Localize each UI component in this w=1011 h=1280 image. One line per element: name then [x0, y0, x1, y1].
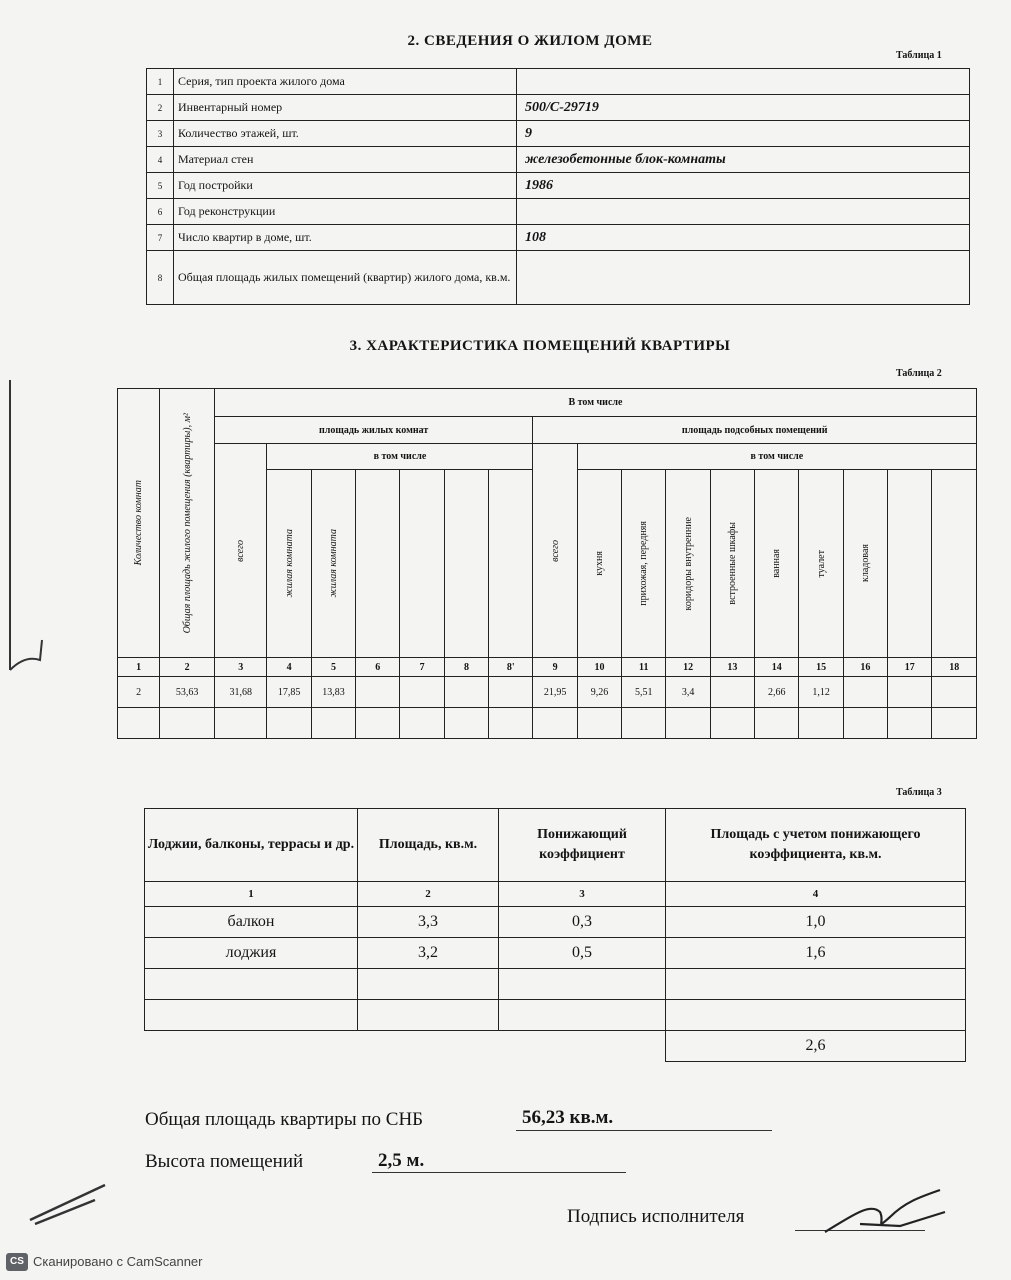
- row-value: 1986: [517, 173, 970, 199]
- aux-area-header: площадь подсобных помещений: [533, 417, 977, 444]
- column-number: 2: [358, 882, 499, 907]
- height-label: Высота помещений: [145, 1151, 304, 1172]
- row-number: 7: [147, 225, 174, 251]
- col-total-area-header: Общая площадь жилого помещения (квартиры), м²: [181, 412, 193, 634]
- table-cell: [311, 708, 355, 739]
- column-number: 13: [710, 658, 754, 677]
- table-row: [145, 938, 966, 969]
- row-number: 3: [147, 121, 174, 147]
- row-value: 9: [517, 121, 970, 147]
- table-cell: [799, 708, 843, 739]
- table-cell: [358, 1000, 499, 1031]
- row-value: [517, 69, 970, 95]
- row-label: Число квартир в доме, шт.: [174, 225, 517, 251]
- table-cell: [400, 708, 444, 739]
- table-cell: 13,83: [311, 677, 355, 708]
- column-number: 8: [444, 658, 488, 677]
- total-reduced-area: 2,6: [666, 1031, 966, 1062]
- table-cell: 1,0: [666, 907, 966, 938]
- table-cell: [489, 708, 533, 739]
- height-value: 2,5 м.: [378, 1150, 425, 1171]
- column-number: 3: [214, 658, 267, 677]
- table-cell: [932, 677, 977, 708]
- column-number: 2: [160, 658, 215, 677]
- section-3-title: 3. ХАРАКТЕРИСТИКА ПОМЕЩЕНИЙ КВАРТИРЫ: [349, 338, 731, 354]
- table-cell: 1,6: [666, 938, 966, 969]
- table-cell: [755, 708, 799, 739]
- table-row: [147, 95, 970, 121]
- table-row: [147, 147, 970, 173]
- row-label: Материал стен: [174, 147, 517, 173]
- table-cell: [358, 969, 499, 1000]
- table-cell: [843, 708, 887, 739]
- living-room-1-header: жилая комната: [283, 529, 295, 598]
- column-number: 14: [755, 658, 799, 677]
- margin-marks: [0, 370, 70, 690]
- col-rooms-header: Количество комнат: [133, 480, 145, 566]
- column-number: 1: [145, 882, 358, 907]
- total-area-value: 56,23 кв.м.: [522, 1107, 614, 1128]
- table-row: [145, 1000, 966, 1031]
- column-number: 4: [666, 882, 966, 907]
- row-value: [517, 199, 970, 225]
- table-cell: [118, 708, 160, 739]
- table-row: [147, 199, 970, 225]
- table-1-label: Таблица 1: [896, 50, 942, 61]
- living-area-header: площадь жилых комнат: [214, 417, 533, 444]
- table-cell: [533, 708, 577, 739]
- column-number: 4: [267, 658, 311, 677]
- storage-header: кладовая: [859, 544, 871, 583]
- column-number: 18: [932, 658, 977, 677]
- table-cell: [666, 708, 710, 739]
- table-cell: [499, 1000, 666, 1031]
- table-cell: [843, 677, 887, 708]
- row-label: Количество этажей, шт.: [174, 121, 517, 147]
- table-3-label: Таблица 3: [896, 787, 942, 798]
- table-cell: [145, 1000, 358, 1031]
- total-area-label: Общая площадь квартиры по СНБ: [145, 1109, 424, 1130]
- table-cell: 0,5: [499, 938, 666, 969]
- table-cell: балкон: [145, 907, 358, 938]
- column-number: 3: [499, 882, 666, 907]
- in-total-header: В том числе: [214, 389, 976, 417]
- column-number: 8': [489, 658, 533, 677]
- col-reduced-area-header: Площадь с учетом понижающего коэффициента, кв.м.: [666, 809, 966, 882]
- row-number: 6: [147, 199, 174, 225]
- balconies-table: [144, 808, 966, 1062]
- row-number: 5: [147, 173, 174, 199]
- row-label: Общая площадь жилых помещений (квартир) жилого дома, кв.м.: [174, 251, 517, 305]
- row-value: железобетонные блок-комнаты: [517, 147, 970, 173]
- table-row: [145, 907, 966, 938]
- table-cell: 3,2: [358, 938, 499, 969]
- house-info-table: [146, 68, 970, 305]
- table-cell: 3,4: [666, 677, 710, 708]
- bath-header: ванная: [771, 549, 783, 578]
- column-number: 5: [311, 658, 355, 677]
- table-cell: [444, 677, 488, 708]
- column-number: 10: [577, 658, 621, 677]
- table-cell: 9,26: [577, 677, 621, 708]
- table-cell: [160, 708, 215, 739]
- table-2-label: Таблица 2: [896, 368, 942, 379]
- table-cell: 2: [118, 677, 160, 708]
- table-cell: [145, 969, 358, 1000]
- column-number: 1: [118, 658, 160, 677]
- table-cell: [267, 708, 311, 739]
- table-cell: [356, 708, 400, 739]
- hall-header: прихожая, передняя: [638, 521, 650, 606]
- corridors-header: коридоры внутренние: [682, 516, 694, 611]
- row-value: [517, 251, 970, 305]
- table-cell: [666, 1000, 966, 1031]
- living-all-header: всего: [235, 539, 247, 562]
- row-number: 8: [147, 251, 174, 305]
- table-row: [145, 969, 966, 1000]
- table-cell: [888, 677, 932, 708]
- row-label: Инвентарный номер: [174, 95, 517, 121]
- camscanner-logo: CS: [6, 1253, 28, 1271]
- table-row: [147, 251, 970, 305]
- table-cell: [356, 677, 400, 708]
- table-row: [147, 121, 970, 147]
- table-cell: лоджия: [145, 938, 358, 969]
- camscanner-text: Сканировано с CamScanner: [33, 1254, 203, 1269]
- table-row: [147, 69, 970, 95]
- row-number: 4: [147, 147, 174, 173]
- column-numbers-row: [145, 882, 966, 907]
- col-loggias-header: Лоджии, балконы, террасы и др.: [145, 809, 358, 882]
- column-number: 11: [622, 658, 666, 677]
- column-number: 15: [799, 658, 843, 677]
- closets-header: встроенные шкафы: [726, 522, 738, 605]
- table-row-empty: [118, 708, 977, 739]
- signature-image: [820, 1182, 960, 1242]
- column-number: 7: [400, 658, 444, 677]
- row-value: 500/С-29719: [517, 95, 970, 121]
- scribble-mark: [25, 1180, 115, 1230]
- kitchen-header: кухня: [593, 551, 605, 576]
- row-number: 1: [147, 69, 174, 95]
- table-cell: 2,66: [755, 677, 799, 708]
- table-cell: 0,3: [499, 907, 666, 938]
- table-cell: [577, 708, 621, 739]
- table-cell: 31,68: [214, 677, 267, 708]
- column-number: 9: [533, 658, 577, 677]
- row-number: 2: [147, 95, 174, 121]
- table-cell: [710, 677, 754, 708]
- table-row: [147, 173, 970, 199]
- table-cell: 21,95: [533, 677, 577, 708]
- table-row: [118, 677, 977, 708]
- row-value: 108: [517, 225, 970, 251]
- section-2-title: 2. СВЕДЕНИЯ О ЖИЛОМ ДОМЕ: [407, 33, 653, 49]
- table-cell: [666, 969, 966, 1000]
- col-area-header: Площадь, кв.м.: [358, 809, 499, 882]
- column-number: 17: [888, 658, 932, 677]
- table-cell: [888, 708, 932, 739]
- table-cell: [489, 677, 533, 708]
- table-cell: [622, 708, 666, 739]
- living-incl-header: в том числе: [267, 444, 533, 470]
- row-label: Год реконструкции: [174, 199, 517, 225]
- table-cell: [400, 677, 444, 708]
- aux-incl-header: в том числе: [577, 444, 976, 470]
- row-label: Год постройки: [174, 173, 517, 199]
- table-cell: [710, 708, 754, 739]
- row-label: Серия, тип проекта жилого дома: [174, 69, 517, 95]
- toilet-header: туалет: [815, 549, 827, 578]
- table-cell: 1,12: [799, 677, 843, 708]
- living-room-2-header: жилая комната: [327, 529, 339, 598]
- column-numbers-row: [118, 658, 977, 677]
- table-row: [147, 225, 970, 251]
- column-number: 6: [356, 658, 400, 677]
- signature-label: Подпись исполнителя: [567, 1206, 745, 1227]
- column-number: 12: [666, 658, 710, 677]
- column-number: 16: [843, 658, 887, 677]
- table-cell: [444, 708, 488, 739]
- table-cell: [932, 708, 977, 739]
- table-cell: [499, 969, 666, 1000]
- table-cell: 5,51: [622, 677, 666, 708]
- table-cell: 17,85: [267, 677, 311, 708]
- table-cell: [214, 708, 267, 739]
- table-cell: 53,63: [160, 677, 215, 708]
- table-cell: 3,3: [358, 907, 499, 938]
- rooms-table: [117, 388, 977, 739]
- col-coef-header: Понижающий коэффициент: [499, 809, 666, 882]
- aux-all-header: всего: [549, 539, 561, 562]
